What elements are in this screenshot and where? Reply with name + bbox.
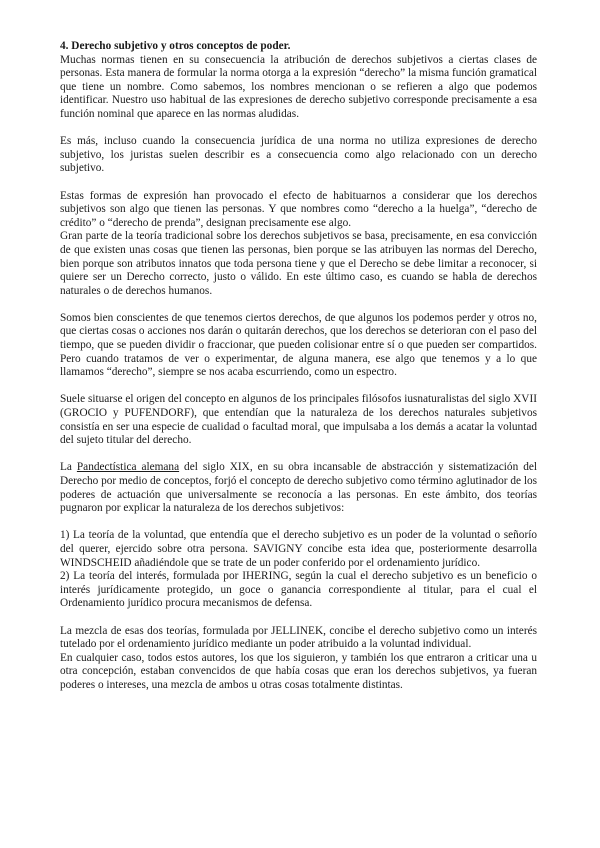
pandectistica-link[interactable]: Pandectística alemana <box>76 461 180 474</box>
paragraph-3: Estas formas de expresión han provocado el efecto de habituarnos a considerar que los derechos subjetivos son algo que tienen las personas. Y que nombres como “derecho a la huelga”, “derecho de crédito” o “derecho de prenda”, designan precisamente ese algo. <box>60 189 537 229</box>
paragraph-6: Suele situarse el origen del concepto en algunos de los principales filósofos iusnaturalistas del siglo XVII (GROCIO y PUFENDORF), que entendían que la naturaleza de los derechos naturales subjetivos consistía en ser una especie de cualidad o facultad moral, que impulsaba a los demás a acatar la voluntad del sujeto titular del derecho. <box>60 393 537 447</box>
paragraph-10: La mezcla de esas dos teorías, formulada por JELLINEK, concibe el derecho subjetivo como un interés tutelado por el ordenamiento jurídico mediante un poder atribuido a la voluntad individual. <box>60 624 537 651</box>
paragraph-7 <box>60 461 537 515</box>
theory-voluntad: 1) La teoría de la voluntad, que entendía que el derecho subjetivo es un poder de la voluntad o señorío del querer, ejercido sobre otra persona. SAVIGNY concibe esta idea que, posteriormente desarrolla WINDSCHEID añadiéndole que se trate de un poder conferido por el ordenamiento jurídico. <box>60 529 537 569</box>
paragraph-7-body: del siglo XIX, en su obra incansable de abstracción y sistematización del Derecho por medio de conceptos, forjó el concepto de derecho subjetivo como término aglutinador de los poderes de actuación que universalmente se reconocía a las personas. En este ámbito, dos teorías pugnaron por explicar la naturaleza de los derechos subjetivos: <box>60 461 537 515</box>
document-page <box>60 40 537 693</box>
paragraph-1: Muchas normas tienen en su consecuencia la atribución de derechos subjetivos a ciertas clases de personas. Esta manera de formular la norma otorga a la expresión “derecho” la misma función gramatical que tiene un nombre. Como sabemos, los nombres mencionan o se refieren a algo que podemos identificar. Nuestro uso habitual de las expresiones de derecho subjetivo corresponde precisamente a esa función nominal que aparece en las normas aludidas. <box>60 53 537 120</box>
section-heading: 4. Derecho subjetivo y otros conceptos de poder. <box>60 40 291 52</box>
paragraph-11: En cualquier caso, todos estos autores, los que los siguieron, y también los que entraron a criticar una u otra concepción, estaban convencidos de que había cosas que eran los derechos subjetivos, ya fueran poderes o intereses, una mezcla de ambos u otras cosas totalmente distintas. <box>60 651 537 691</box>
paragraph-4: Gran parte de la teoría tradicional sobre los derechos subjetivos se basa, precisamente, en esa convicción de que existen unas cosas que tienen las personas, bien porque se las atribuyen las normas del Derecho, bien porque son atributos innatos que toda persona tiene y que el Derecho se debe limitar a reconocer, si quiere ser un Derecho correcto, justo o válido. En este último caso, es cuando se habla de derechos naturales o de derechos humanos. <box>60 230 537 297</box>
paragraph-5: Somos bien conscientes de que tenemos ciertos derechos, de que algunos los podemos perder y otros no, que ciertas cosas o acciones nos darán o quitarán derechos, que los derechos se deterioran con el paso del tiempo, que se pueden dividir o fraccionar, que pueden colisionar entre sí o que pueden ser compartidos. Pero cuando tratamos de ver o experimentar, de alguna manera, ese algo que tenemos y a lo que llamamos “derecho”, siempre se nos acaba escurriendo, como un espectro. <box>60 311 537 379</box>
paragraph-2: Es más, incluso cuando la consecuencia jurídica de una norma no utiliza expresiones de derecho subjetivo, los juristas suelen describir es a consecuencia como algo relacionado con un derecho subjetivo. <box>60 135 537 175</box>
theory-interes: 2) La teoría del interés, formulada por IHERING, según la cual el derecho subjetivo es un beneficio o interés jurídicamente protegido, un goce o ganancia correspondiente al titular, para el cual el Ordenamiento jurídico procura mecanismos de defensa. <box>60 570 537 610</box>
paragraph-7-lead: La <box>60 461 77 474</box>
